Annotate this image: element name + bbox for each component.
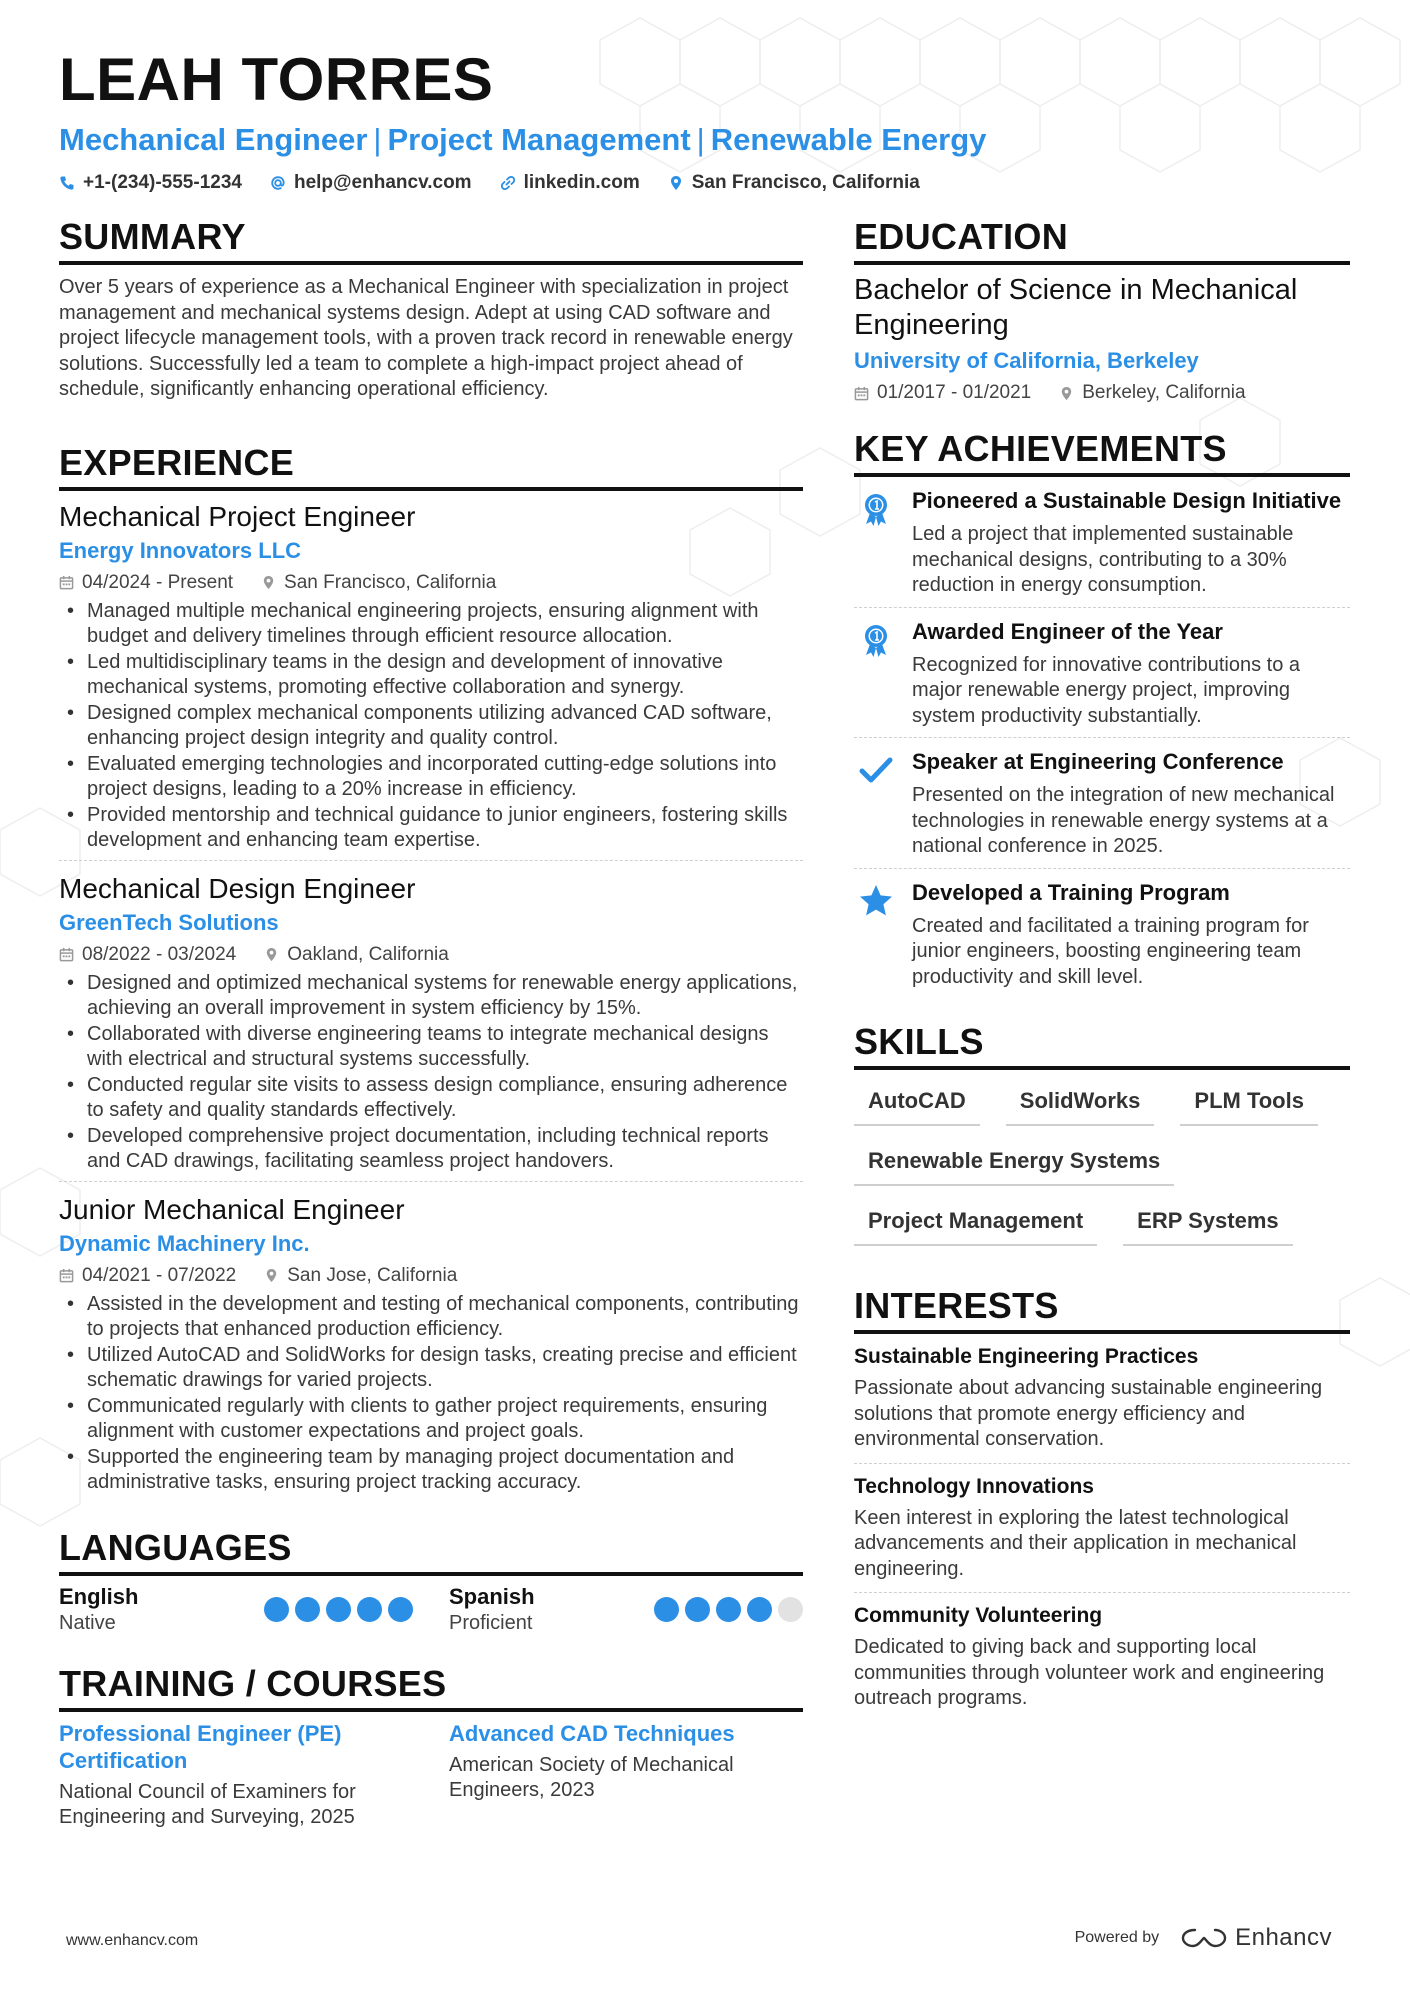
achievement-item	[854, 737, 1350, 868]
job-meta	[59, 943, 803, 967]
contact-phone[interactable]	[59, 172, 242, 194]
achievement-icon-wrap	[854, 487, 898, 599]
training-heading: TRAINING / COURSES	[59, 1662, 803, 1712]
job-dates	[59, 943, 236, 967]
job-location-text: Oakland, California	[287, 943, 449, 965]
language-rating	[264, 1597, 413, 1622]
course-organization: American Society of Mechanical Engineers, 2023	[449, 1753, 734, 1801]
location-pin-icon	[1059, 386, 1074, 401]
interest-title: Sustainable Engineering Practices	[854, 1345, 1199, 1368]
job-bullet: • Designed and optimized mechanical systems for renewable energy applications, achieving an overall improvement in system efficiency by 15%.	[59, 971, 803, 1022]
right-column	[854, 215, 1350, 1712]
course-item	[449, 1720, 803, 1831]
education-location	[1059, 381, 1245, 405]
achievement-title: Speaker at Engineering Conference	[912, 749, 1284, 774]
achievement-description: Led a project that implemented sustainable mechanical designs, contributing to a 30% reduction in energy consumption.	[912, 523, 1294, 596]
experience-section	[59, 441, 803, 1496]
job-meta	[59, 1264, 803, 1288]
achievement-item	[854, 607, 1350, 738]
job-dates	[59, 1264, 236, 1288]
award-ribbon-icon	[858, 491, 894, 527]
rating-dot-filled	[654, 1597, 679, 1622]
achievement-item	[854, 477, 1350, 607]
rating-dot-filled	[685, 1597, 710, 1622]
language-item	[59, 1584, 413, 1636]
job-bullet: • Led multidisciplinary teams in the design and development of innovative mechanical systems, promoting effective collaboration and synergy.	[59, 650, 803, 701]
language-name: English	[59, 1583, 139, 1609]
headline-role: Project Management	[387, 122, 691, 157]
headline-role: Renewable Energy	[710, 122, 987, 157]
location-text: San Francisco, California	[691, 172, 920, 193]
job-bullets	[59, 1292, 803, 1496]
skill-tag: AutoCAD	[854, 1080, 980, 1126]
company-name: GreenTech Solutions	[59, 909, 279, 935]
job-location-text: San Jose, California	[287, 1264, 458, 1286]
course-organization: National Council of Examiners for Engineering and Surveying, 2025	[59, 1780, 356, 1828]
job-bullet: • Managed multiple mechanical engineering projects, ensuring alignment with budget and delivery timelines through efficient resource allocation.	[59, 599, 803, 650]
language-level: Proficient	[449, 1611, 533, 1634]
job-entry	[59, 860, 803, 1175]
achievement-icon-wrap	[854, 748, 898, 860]
training-section	[59, 1662, 803, 1831]
job-title: Junior Mechanical Engineer	[59, 1193, 405, 1225]
rating-dot-empty	[778, 1597, 803, 1622]
contact-linkedin[interactable]	[500, 172, 640, 194]
job-bullet: • Communicated regularly with clients to gather project requirements, ensuring alignment with customer expectations and project goals.	[59, 1394, 803, 1445]
education-heading: EDUCATION	[854, 215, 1350, 265]
language-name: Spanish	[449, 1583, 535, 1609]
job-dates-text: 04/2024 - Present	[82, 571, 234, 593]
job-title: Mechanical Project Engineer	[59, 500, 416, 532]
skill-tag: Renewable Energy Systems	[854, 1140, 1174, 1186]
skill-tag: Project Management	[854, 1200, 1097, 1246]
brand-name: Enhancv	[1235, 1924, 1332, 1951]
award-ribbon-icon	[858, 622, 894, 658]
languages-section	[59, 1526, 803, 1636]
calendar-icon	[59, 1268, 74, 1283]
rating-dot-filled	[357, 1597, 382, 1622]
email-address: help@enhancv.com	[293, 172, 472, 193]
achievement-title: Awarded Engineer of the Year	[912, 618, 1223, 644]
interest-title: Community Volunteering	[854, 1604, 1103, 1627]
footer-website[interactable]: www.enhancv.com	[66, 1932, 199, 1949]
job-entry	[59, 1181, 803, 1496]
contact-email[interactable]	[270, 172, 472, 194]
calendar-icon	[59, 947, 74, 962]
phone-icon	[59, 175, 75, 191]
course-title: Advanced CAD Techniques	[449, 1720, 735, 1746]
calendar-icon	[854, 386, 869, 401]
language-rating	[654, 1597, 803, 1622]
course-item	[59, 1720, 413, 1831]
headline-separator: |	[373, 122, 382, 157]
interest-title: Technology Innovations	[854, 1474, 1094, 1498]
language-level: Native	[59, 1611, 116, 1634]
achievement-item	[854, 868, 1350, 999]
location-pin-icon	[668, 175, 684, 191]
footer-branding	[1075, 1924, 1332, 1952]
powered-by-label: Powered by	[1074, 1929, 1160, 1946]
phone-number: +1-(234)-555-1234	[83, 172, 242, 193]
achievement-icon-wrap	[854, 879, 898, 991]
rating-dot-filled	[388, 1597, 413, 1622]
achievement-title: Developed a Training Program	[912, 879, 1230, 905]
skill-tag: SolidWorks	[1006, 1080, 1155, 1126]
education-dates	[854, 381, 1031, 405]
experience-heading: EXPERIENCE	[59, 441, 803, 491]
skills-list	[854, 1080, 1350, 1246]
achievement-description: Created and facilitated a training program for junior engineers, boosting engineering team productivity and skill level.	[912, 914, 1309, 988]
rating-dot-filled	[326, 1597, 351, 1622]
headline-separator: |	[696, 122, 705, 157]
interests-heading: INTERESTS	[854, 1284, 1350, 1334]
achievement-icon-wrap	[854, 618, 898, 730]
interest-description: Keen interest in exploring the latest technological advancements and their application in mechanical engineering.	[854, 1506, 1297, 1580]
job-entry	[59, 491, 803, 854]
achievement-description: Presented on the integration of new mechanical technologies in renewable energy systems at a national conference in 2025.	[912, 784, 1335, 857]
left-column	[59, 215, 803, 1831]
interest-item	[854, 1334, 1350, 1453]
summary-section	[59, 215, 803, 403]
contact-location	[668, 172, 920, 194]
interests-section	[854, 1284, 1350, 1712]
at-sign-icon	[270, 175, 286, 191]
enhancv-logo-icon	[1181, 1926, 1227, 1950]
interest-description: Passionate about advancing sustainable engineering solutions that promote energy efficiency and environmental conservation.	[854, 1377, 1323, 1450]
language-item	[449, 1584, 803, 1636]
job-dates	[59, 571, 233, 595]
skill-tag: PLM Tools	[1180, 1080, 1318, 1126]
training-grid	[59, 1720, 803, 1831]
job-bullets	[59, 971, 803, 1175]
degree-title: Bachelor of Science in Mechanical Engineering	[854, 274, 1298, 341]
company-name: Dynamic Machinery Inc.	[59, 1230, 310, 1256]
skills-heading: SKILLS	[854, 1020, 1350, 1070]
job-bullet: • Collaborated with diverse engineering teams to integrate mechanical designs with electrical and structural systems successfully.	[59, 1022, 803, 1073]
job-bullet: • Assisted in the development and testing of mechanical components, contributing to projects that enhanced production efficiency.	[59, 1292, 803, 1343]
rating-dot-filled	[716, 1597, 741, 1622]
rating-dot-filled	[747, 1597, 772, 1622]
job-bullet: • Developed comprehensive project documentation, including technical reports and CAD drawings, facilitating seamless project handovers.	[59, 1124, 803, 1175]
skill-tag: ERP Systems	[1123, 1200, 1292, 1246]
languages-heading: LANGUAGES	[59, 1526, 803, 1576]
education-meta	[854, 381, 1350, 405]
calendar-icon	[59, 575, 74, 590]
summary-text: Over 5 years of experience as a Mechanical Engineer with specialization in project management and mechanical systems design. Adept at using CAD software and project lifecycle management tools, with a proven track record in renewable energy solutions. Successfully led a team to complete a high-impact project ahead of schedule, significantly enhancing operational efficiency.	[59, 276, 793, 400]
company-name: Energy Innovators LLC	[59, 537, 302, 563]
course-title: Professional Engineer (PE) Certification	[59, 1720, 342, 1773]
job-bullet: • Conducted regular site visits to assess design compliance, ensuring adherence to safety and quality standards effectively.	[59, 1073, 803, 1124]
summary-heading: SUMMARY	[59, 215, 803, 265]
star-icon	[858, 883, 894, 919]
rating-dot-filled	[264, 1597, 289, 1622]
languages-grid	[59, 1584, 803, 1636]
headline-role: Mechanical Engineer	[59, 122, 368, 157]
job-dates-text: 08/2022 - 03/2024	[82, 943, 237, 965]
job-location-text: San Francisco, California	[284, 571, 497, 593]
location-pin-icon	[261, 575, 276, 590]
interest-description: Dedicated to giving back and supporting local communities through volunteer work and engineering outreach programs.	[854, 1636, 1325, 1709]
job-bullet: • Provided mentorship and technical guidance to junior engineers, fostering skills development and enhancing team expertise.	[59, 803, 803, 854]
enhancv-logo[interactable]	[1181, 1924, 1332, 1952]
job-bullet: • Evaluated emerging technologies and incorporated cutting-edge solutions into project designs, leading to a 20% increase in efficiency.	[59, 752, 803, 803]
candidate-name: LEAH TORRES	[59, 46, 494, 113]
job-title: Mechanical Design Engineer	[59, 872, 416, 904]
job-bullet: • Utilized AutoCAD and SolidWorks for design tasks, creating precise and efficient schematic drawings for varied projects.	[59, 1343, 803, 1394]
job-location	[264, 943, 449, 967]
checkmark-icon	[858, 752, 894, 788]
achievement-title: Pioneered a Sustainable Design Initiative	[912, 488, 1342, 513]
contact-bar	[59, 172, 1349, 194]
interest-item	[854, 1592, 1350, 1712]
education-dates-text: 01/2017 - 01/2021	[877, 382, 1032, 403]
job-dates-text: 04/2021 - 07/2022	[82, 1264, 237, 1286]
resume-header	[59, 44, 1349, 194]
job-meta	[59, 571, 803, 595]
skills-section	[854, 1020, 1350, 1246]
achievements-section	[854, 427, 1350, 998]
achievement-description: Recognized for innovative contributions to a major renewable energy project, improving system productivity substantially.	[912, 653, 1301, 727]
location-pin-icon	[264, 1268, 279, 1283]
rating-dot-filled	[295, 1597, 320, 1622]
achievements-heading: KEY ACHIEVEMENTS	[854, 427, 1350, 477]
linkedin-link: linkedin.com	[523, 172, 640, 193]
job-bullet: • Supported the engineering team by managing project documentation and administrative tasks, ensuring project tracking accuracy.	[59, 1445, 803, 1496]
education-section	[854, 215, 1350, 405]
location-pin-icon	[264, 947, 279, 962]
link-icon	[500, 175, 516, 191]
job-location	[261, 571, 496, 595]
headline	[59, 120, 1349, 160]
interest-item	[854, 1463, 1350, 1583]
education-location-text: Berkeley, California	[1082, 382, 1246, 403]
school-name: University of California, Berkeley	[854, 348, 1199, 373]
job-bullets	[59, 599, 803, 854]
job-bullet: • Designed complex mechanical components utilizing advanced CAD software, enhancing project design integrity and quality control.	[59, 701, 803, 752]
job-location	[264, 1264, 457, 1288]
